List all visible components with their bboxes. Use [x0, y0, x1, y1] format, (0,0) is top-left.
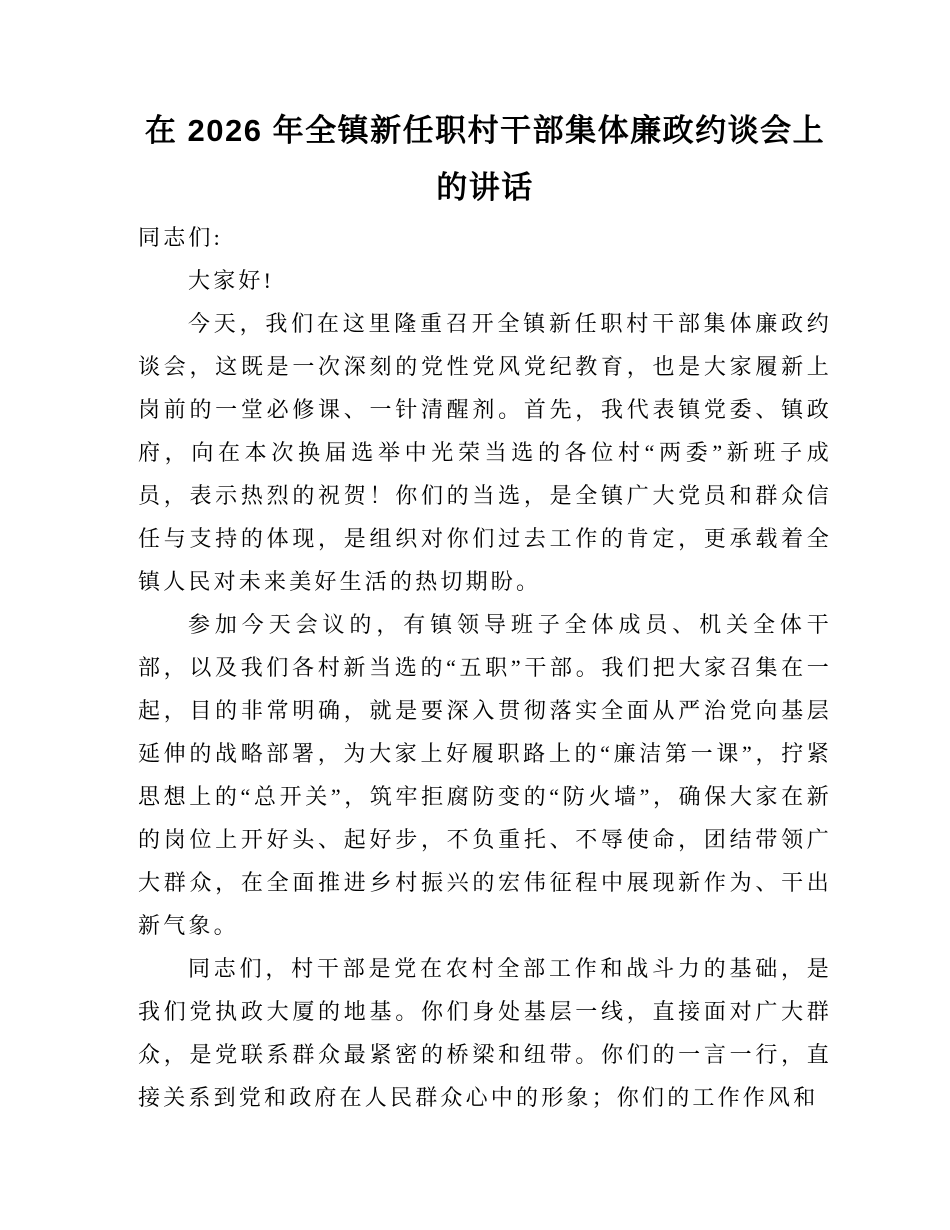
salutation: 同志们:: [138, 225, 223, 250]
document-title: [138, 102, 832, 216]
document-body: [138, 102, 832, 1119]
document-title-line-2: 的讲话: [436, 170, 534, 205]
paragraph-village-cadres-role: 同志们，村干部是党在农村全部工作和战斗力的基础，是我们党执政大厦的地基。你们身处基层一线，直接面对广大群众，是党联系群众最紧密的桥梁和纽带。你们的一言一行，直接关系到党和政府在人民群众心中的形象；你们的工作作风和: [138, 956, 832, 1110]
paragraph-opening: 今天，我们在这里隆重召开全镇新任职村干部集体廉政约谈会，这既是一次深刻的党性党风党纪教育，也是大家履新上岗前的一堂必修课、一针清醒剂。首先，我代表镇党委、镇政府，向在本次换届选举中光荣当选的各位村“两委”新班子成员，表示热烈的祝贺！你们的当选，是全镇广大党员和群众信任与支持的体现，是组织对你们过去工作的肯定，更承载着全镇人民对未来美好生活的热切期盼。: [138, 311, 832, 594]
paragraph-meeting-purpose: 参加今天会议的，有镇领导班子全体成员、机关全体干部，以及我们各村新当选的“五职”干部。我们把大家召集在一起，目的非常明确，就是要深入贯彻落实全面从严治党向基层延伸的战略部署，为大家上好履职路上的“廉洁第一课”，拧紧思想上的“总开关”，筑牢拒腐防变的“防火墙”，确保大家在新的岗位上开好头、起好步，不负重托、不辱使命，团结带领广大群众，在全面推进乡村振兴的宏伟征程中展现新作为、干出新气象。: [138, 612, 832, 938]
document-title-line-1: 在 2026 年全镇新任职村干部集体廉政约谈会上: [144, 113, 826, 148]
paragraph-greeting: 大家好!: [188, 268, 275, 293]
